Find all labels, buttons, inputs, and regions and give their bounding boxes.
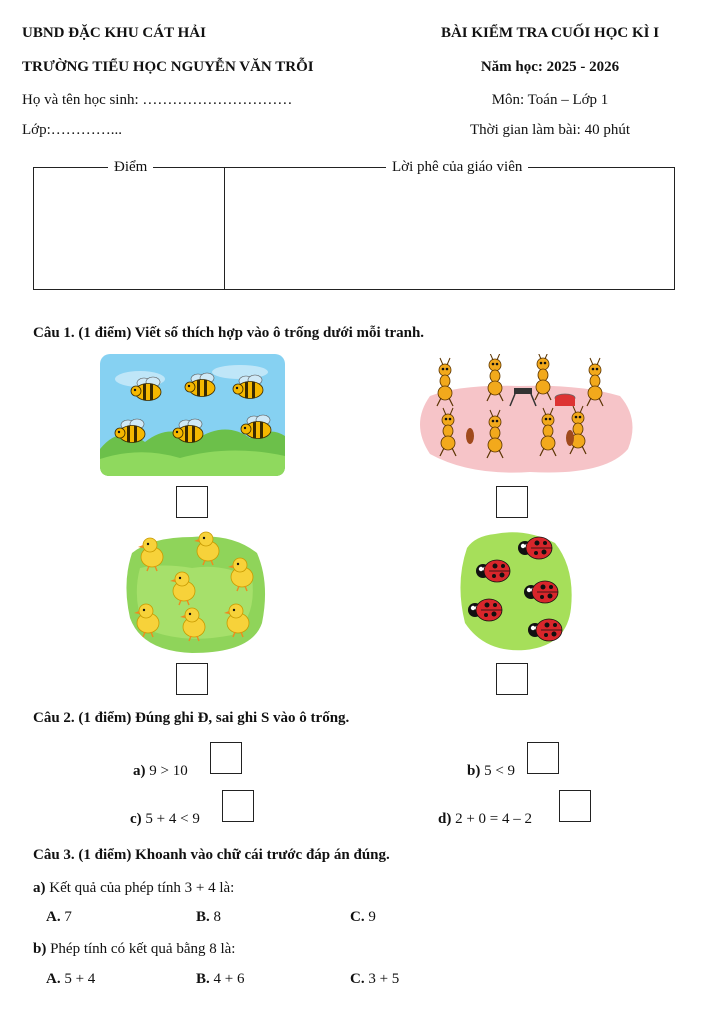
student-name-line[interactable]: Họ và tên học sinh: ………………………… bbox=[22, 92, 293, 108]
q3b-option-c-letter[interactable]: C. bbox=[350, 971, 365, 987]
score-label: Điểm bbox=[108, 157, 153, 177]
q3a-option-c-text: 9 bbox=[368, 909, 376, 925]
school-year: Năm học: 2025 - 2026 bbox=[480, 59, 620, 75]
q3b-option-b[interactable] bbox=[196, 971, 244, 988]
q3b-option-a-letter[interactable]: A. bbox=[46, 971, 61, 987]
q1-ants-answer-box[interactable] bbox=[496, 486, 528, 518]
q3a-option-a-letter[interactable]: A. bbox=[46, 909, 61, 925]
q3a-option-a-text: 7 bbox=[64, 909, 72, 925]
q3a-option-a[interactable] bbox=[46, 909, 72, 926]
bees-picture bbox=[100, 354, 285, 476]
q3a-option-b-text: 8 bbox=[213, 909, 222, 925]
school-district: UBND ĐẶC KHU CÁT HẢI bbox=[22, 25, 206, 41]
q1-bees-answer-box[interactable] bbox=[176, 486, 208, 518]
chicks-picture bbox=[122, 523, 267, 655]
teacher-comment-label: Lời phê của giáo viên bbox=[386, 157, 528, 177]
q3b-text: Phép tính có kết quả bằng 8 là: bbox=[50, 941, 236, 957]
q3b-option-c-text: 3 + 5 bbox=[368, 971, 400, 987]
frame-divider bbox=[224, 168, 225, 289]
ladybugs-picture bbox=[455, 528, 573, 653]
score-area[interactable] bbox=[35, 178, 223, 288]
q1-title: Câu 1. (1 điểm) Viết số thích hợp vào ô trống dưới mỗi tranh. bbox=[33, 325, 425, 341]
q2-item-b-expr: 5 < 9 bbox=[484, 763, 516, 779]
class-line[interactable]: Lớp:…………... bbox=[22, 122, 123, 138]
q2-item-c-label: c) bbox=[130, 811, 142, 827]
teacher-comment-area[interactable] bbox=[227, 178, 673, 288]
q2-item-c-answer-box[interactable] bbox=[222, 790, 254, 822]
q3a-option-b[interactable] bbox=[196, 909, 221, 926]
q3b-option-a-text: 5 + 4 bbox=[64, 971, 96, 987]
q3a-option-b-letter[interactable]: B. bbox=[196, 909, 210, 925]
q2-item-d bbox=[438, 811, 532, 828]
ants-band-picture bbox=[410, 354, 635, 476]
q3a-option-c-letter[interactable]: C. bbox=[350, 909, 365, 925]
exam-title: BÀI KIỂM TRA CUỐI HỌC KÌ I bbox=[440, 25, 660, 41]
q3a-label: a) bbox=[33, 880, 46, 896]
q3b-label: b) bbox=[33, 941, 47, 957]
time-line: Thời gian làm bài: 40 phút bbox=[470, 122, 630, 138]
q3a-option-c[interactable] bbox=[350, 909, 376, 926]
q3b-question bbox=[33, 941, 235, 958]
q2-item-a bbox=[133, 763, 188, 780]
q3-title: Câu 3. (1 điểm) Khoanh vào chữ cái trước đáp án đúng. bbox=[33, 847, 390, 863]
q3a-question bbox=[33, 880, 234, 897]
q2-item-c-expr: 5 + 4 < 9 bbox=[145, 811, 200, 827]
q3b-option-b-text: 4 + 6 bbox=[213, 971, 245, 987]
q2-item-d-label: d) bbox=[438, 811, 452, 827]
q3b-option-b-letter[interactable]: B. bbox=[196, 971, 210, 987]
q2-title: Câu 2. (1 điểm) Đúng ghi Đ, sai ghi S vào ô trống. bbox=[33, 710, 350, 726]
q2-item-b bbox=[467, 763, 515, 780]
q2-item-b-answer-box[interactable] bbox=[527, 742, 559, 774]
q2-item-c bbox=[130, 811, 200, 828]
q2-item-d-expr: 2 + 0 = 4 – 2 bbox=[455, 811, 533, 827]
q3a-text: Kết quả của phép tính 3 + 4 là: bbox=[49, 880, 235, 896]
score-comment-frame bbox=[33, 159, 675, 290]
q2-item-a-expr: 9 > 10 bbox=[149, 763, 188, 779]
q3b-option-a[interactable] bbox=[46, 971, 95, 988]
q3b-option-c[interactable] bbox=[350, 971, 399, 988]
school-name: TRƯỜNG TIỂU HỌC NGUYỄN VĂN TRỖI bbox=[22, 59, 314, 75]
q2-item-a-label: a) bbox=[133, 763, 146, 779]
q2-item-a-answer-box[interactable] bbox=[210, 742, 242, 774]
q1-ladybugs-answer-box[interactable] bbox=[496, 663, 528, 695]
q2-item-d-answer-box[interactable] bbox=[559, 790, 591, 822]
q1-chicks-answer-box[interactable] bbox=[176, 663, 208, 695]
q2-item-b-label: b) bbox=[467, 763, 481, 779]
subject-line: Môn: Toán – Lớp 1 bbox=[491, 92, 609, 108]
